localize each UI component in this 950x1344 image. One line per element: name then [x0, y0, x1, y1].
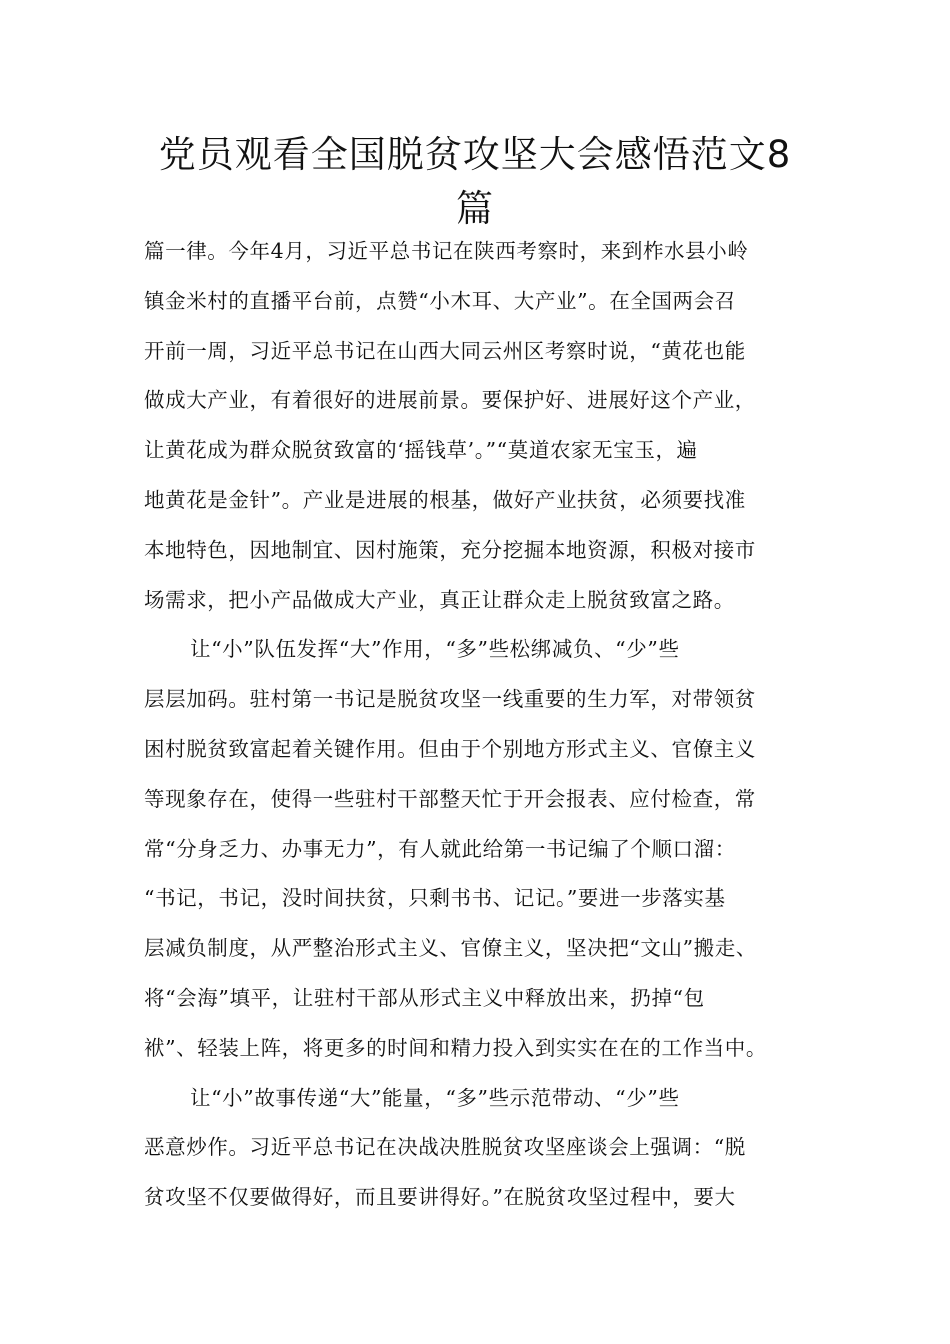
paragraph-line: 场需求，把小产品做成大产业，真正让群众走上脱贫致富之路。	[144, 587, 735, 612]
paragraph-line: 层减负制度，从严整治形式主义、官僚主义，坚决把“文山”搬走、	[144, 936, 757, 961]
paragraph-line: 等现象存在，使得一些驻村干部整天忙于开会报表、应付检查，常	[144, 786, 756, 811]
paragraph-line: 恶意炒作。习近平总书记在决战决胜脱贫攻坚座谈会上强调：“脱	[144, 1135, 746, 1160]
paragraph-line: 镇金米村的直播平台前，点赞“小木耳、大产业”。在全国两会召	[144, 288, 736, 313]
paragraph-line: 将“会海”填平，让驻村干部从形式主义中释放出来，扔掉“包	[144, 985, 705, 1010]
title-line-2: 篇	[456, 187, 494, 230]
paragraph-line: 困村脱贫致富起着关键作用。但由于个别地方形式主义、官僚主义	[144, 736, 756, 761]
paragraph-line: 常“分身乏力、办事无力”，有人就此给第一书记编了个顺口溜：	[144, 836, 736, 861]
paragraph-line: 袱”、轻装上阵，将更多的时间和精力投入到实实在在的工作当中。	[144, 1035, 767, 1060]
paragraph	[144, 227, 816, 625]
paragraph-line: 地黄花是金针”。产业是进展的根基，做好产业扶贫，必须要找准	[144, 487, 746, 512]
title-line-1: 党员观看全国脱贫攻坚大会感悟范文8	[158, 133, 792, 176]
paragraph-line: 开前一周，习近平总书记在山西大同云州区考察时说，“黄花也能	[144, 338, 746, 363]
paragraph-line: “书记，书记，没时间扶贫，只剩书书、记记。”要进一步落实基	[144, 886, 726, 911]
paragraph-line: 篇一律。今年4月，习近平总书记在陕西考察时，来到柞水县小岭	[144, 239, 749, 263]
paragraph-line: 做成大产业，有着很好的进展前景。要保护好、进展好这个产业，	[144, 388, 756, 413]
paragraph-line: 本地特色，因地制宜、因村施策，充分挖掘本地资源，积极对接市	[144, 537, 756, 562]
document-title	[120, 128, 830, 236]
document-body	[144, 227, 816, 1223]
paragraph	[144, 625, 816, 1073]
paragraph-line: 让“小”队伍发挥“大”作用，“多”些松绑减负、“少”些	[190, 637, 680, 662]
paragraph-line: 让黄花成为群众脱贫致富的‘摇钱草’。”“莫道农家无宝玉，遍	[144, 438, 698, 463]
paragraph-line: 贫攻坚不仅要做得好，而且要讲得好。”在脱贫攻坚过程中，要大	[144, 1185, 736, 1210]
paragraph-line: 层层加码。驻村第一书记是脱贫攻坚一线重要的生力军，对带领贫	[144, 687, 756, 712]
paragraph-line: 让“小”故事传递“大”能量，“多”些示范带动、“少”些	[190, 1085, 680, 1110]
paragraph	[144, 1074, 816, 1223]
